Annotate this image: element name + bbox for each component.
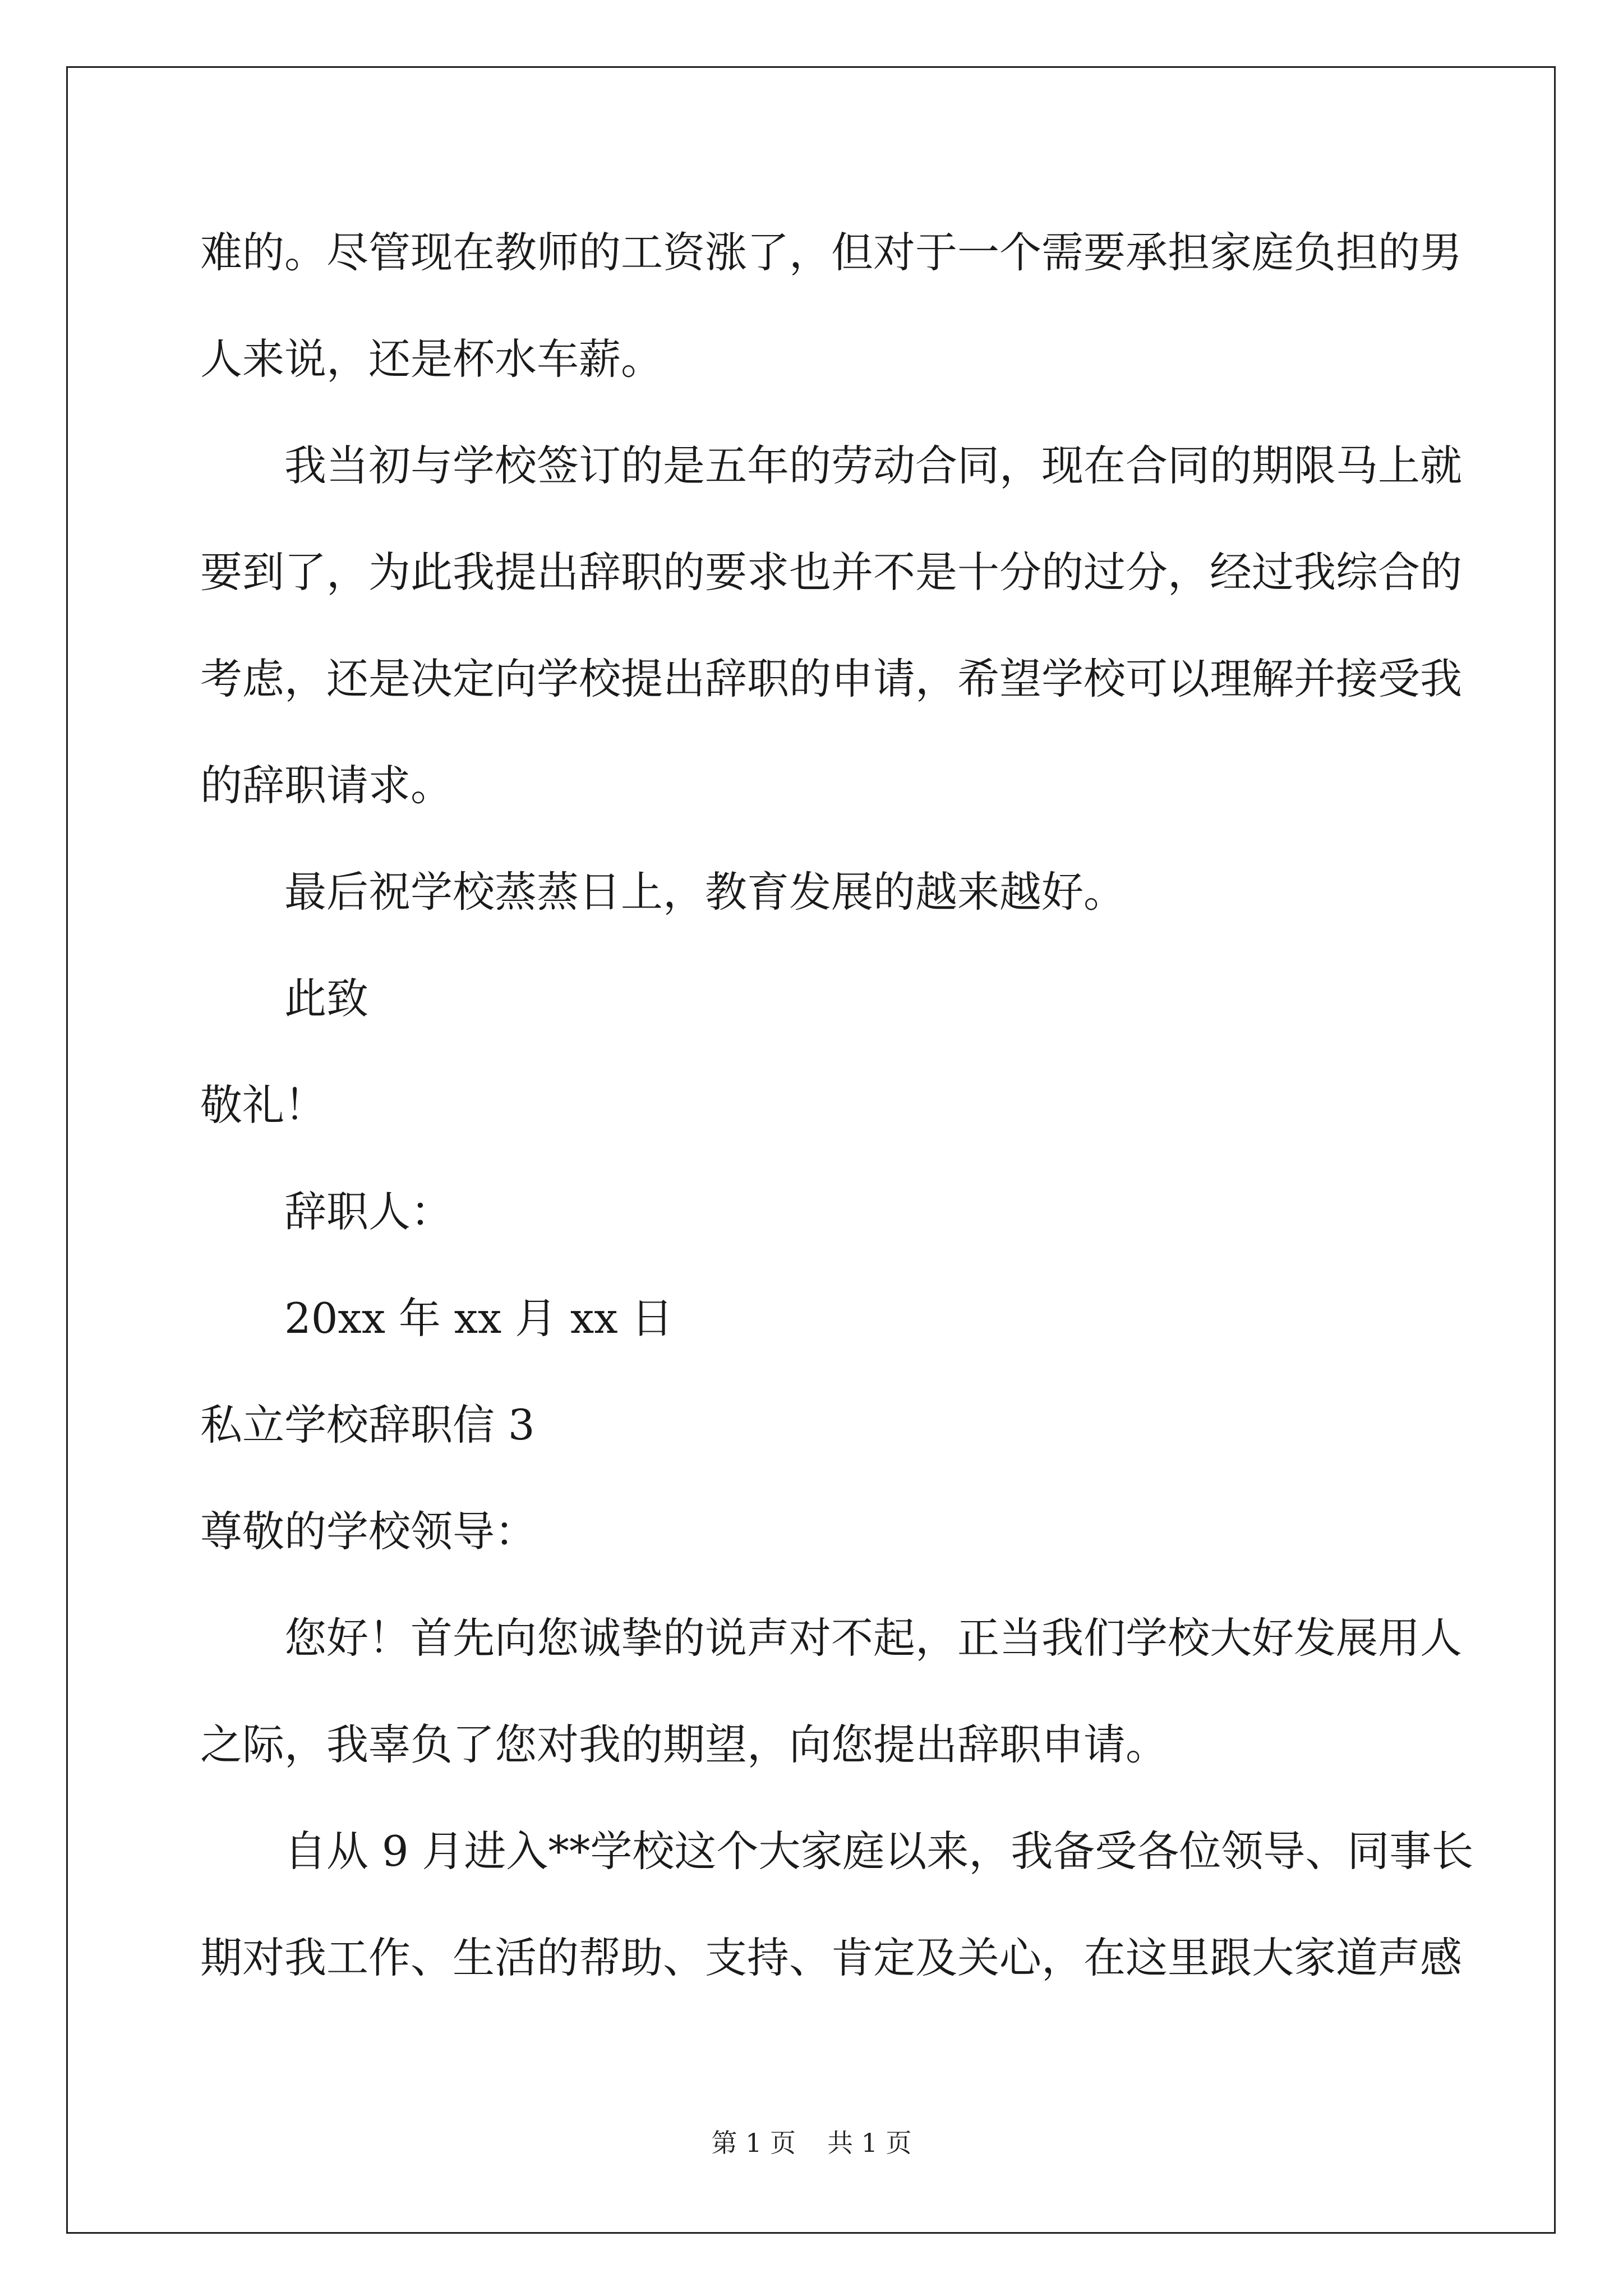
letter-body [200,0,1474,2188]
page-total: 共 1 页 [827,2128,912,2158]
section-heading: 私立学校辞职信 3 [200,1400,535,1450]
text-line: 之际，我辜负了您对我的期望，向您提出辞职申请。 [200,1720,1168,1769]
closing-regards: 敬礼！ [200,1080,327,1130]
text-line: 期对我工作、生活的帮助、支持、肯定及关心，在这里跟大家道声感 [200,1933,1463,1982]
page-number: 第 1 页 [711,2128,796,2158]
text-line: 最后祝学校蒸蒸日上，教育发展的越来越好。 [284,867,1126,917]
text-line: 我当初与学校签订的是五年的劳动合同，现在合同的期限马上就 [284,441,1463,490]
text-line: 要到了，为此我提出辞职的要求也并不是十分的过分，经过我综合的 [200,547,1463,597]
text-line: 的辞职请求。 [200,761,453,810]
text-line: 难的。尽管现在教师的工资涨了，但对于一个需要承担家庭负担的男 [200,228,1463,277]
text-line: 人来说，还是杯水车薪。 [200,334,663,384]
page-footer [0,2126,1623,2160]
date-line: 20xx 年 xx 月 xx 日 [284,1294,674,1343]
text-line: 自从 9 月进入**学校这个大家庭以来，我备受各位领导、同事长 [284,1826,1474,1876]
text-line: 考虑，还是决定向学校提出辞职的申请，希望学校可以理解并接受我 [200,654,1463,703]
text-line: 您好！首先向您诚挚的说声对不起，正当我们学校大好发展用人 [284,1613,1463,1663]
closing-salutation: 此致 [284,974,369,1023]
letter-greeting: 尊敬的学校领导： [200,1507,537,1556]
signature-label: 辞职人： [284,1187,453,1236]
